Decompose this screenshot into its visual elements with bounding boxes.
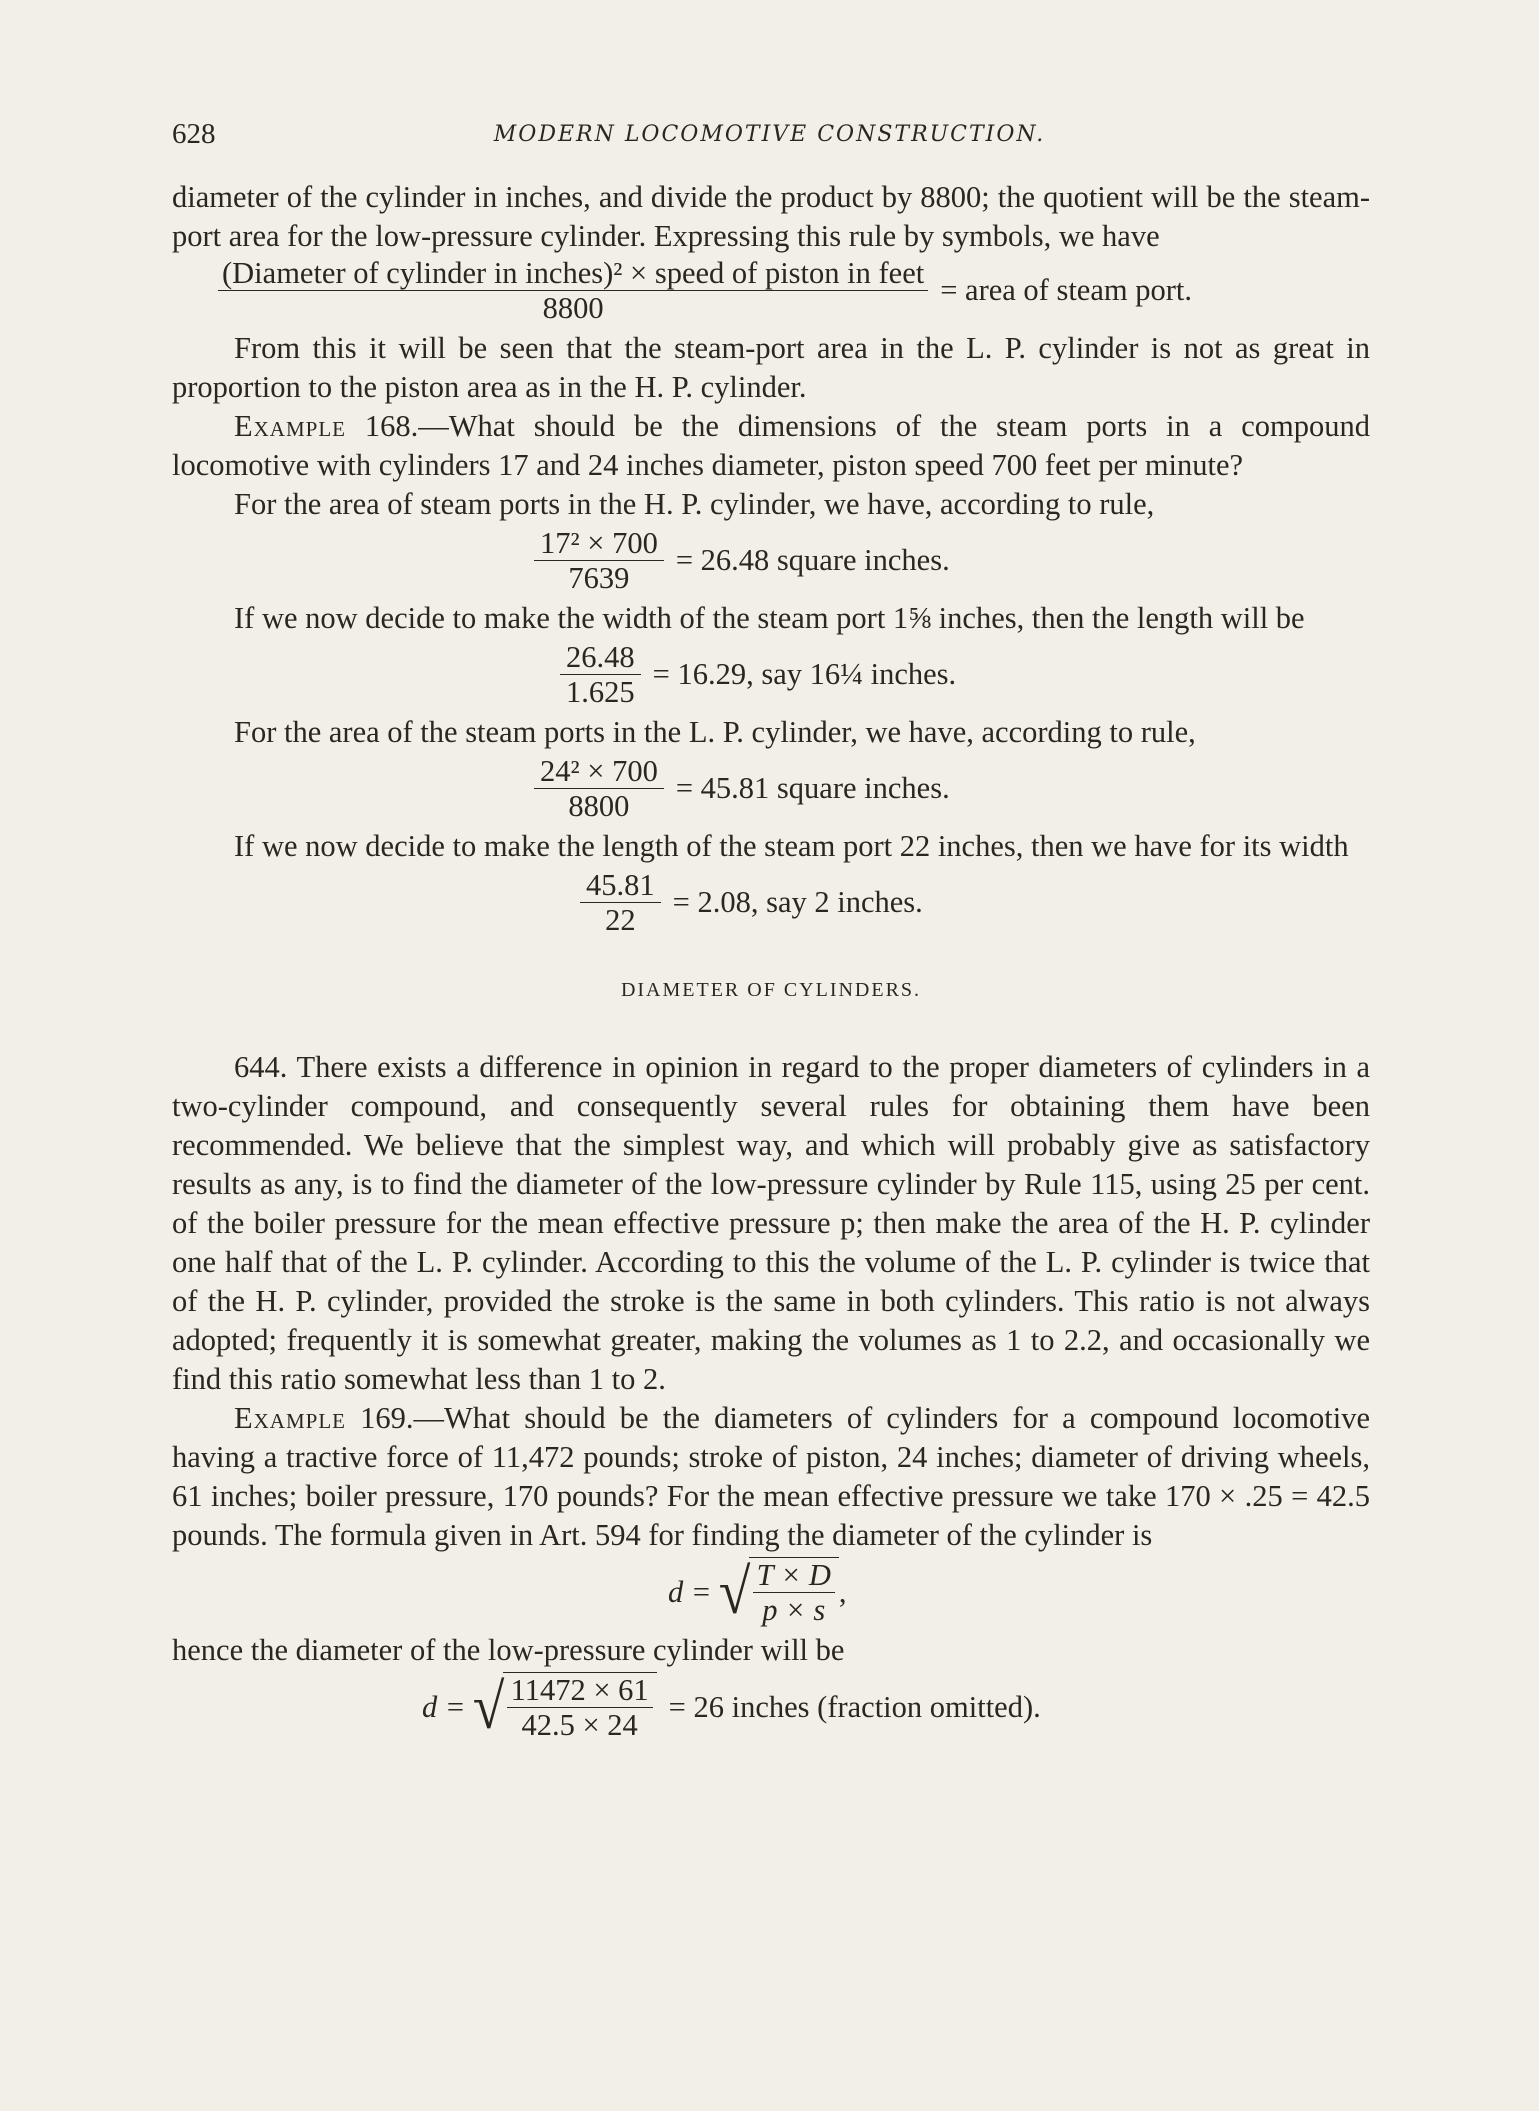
fraction-denominator: 7639 — [568, 561, 630, 595]
fraction-denominator: p × s — [762, 1593, 826, 1627]
example-text: 168.—What should be the dimensions of the steam ports in a compound locomotive with cylinders 17 and 24 inches diameter, piston speed 700 feet per minute? — [172, 409, 1370, 482]
fraction — [534, 526, 664, 595]
fraction-denominator: 42.5 × 24 — [521, 1708, 638, 1742]
fraction-numerator: 24² × 700 — [534, 754, 664, 789]
paragraph: If we now decide to make the width of the steam port 1⅝ inches, then the length will be — [234, 601, 1305, 635]
page-header — [172, 118, 1367, 158]
paragraph: For the area of steam ports in the H. P. cylinder, we have, according to rule, — [234, 487, 1155, 521]
example-text: 169.—What should be the diameters of cylinders for a compound locomotive having a tractive force of 11,472 pounds; stroke of piston, 24 inches; diameter of driving wheels, 61 inches; boiler pressure, 170 pounds? For the mean effective pressure we take 170 × .25 = 42.5 pounds. The formula given in Art. 594 for finding the diameter of the cylinder is — [172, 1401, 1370, 1552]
formula-diameter-lp — [172, 1672, 1370, 1742]
formula-result: = 26 inches (fraction omitted). — [668, 1689, 1041, 1724]
fraction-denominator: 1.625 — [566, 675, 635, 709]
paragraph-644 — [172, 1048, 1370, 1399]
fraction-denominator: 8800 — [568, 789, 630, 823]
formula-result: = 45.81 square inches. — [675, 771, 950, 805]
formula-port-length — [172, 640, 1370, 709]
example-label: Example — [234, 1401, 346, 1435]
fraction-numerator: 26.48 — [560, 640, 641, 675]
formula-result: = 2.08, say 2 inches. — [672, 885, 923, 919]
formula-lhs: d = — [422, 1689, 466, 1724]
example-label: Example — [234, 409, 346, 443]
fraction-numerator: T × D — [753, 1558, 835, 1593]
square-root — [471, 1672, 656, 1742]
radicand — [503, 1672, 657, 1742]
formula-lhs: d = — [668, 1574, 712, 1609]
formula-port-width — [172, 868, 1370, 937]
square-root — [717, 1557, 838, 1627]
page-number: 628 — [172, 118, 216, 150]
formula-result: = 16.29, say 16¼ inches. — [652, 657, 957, 691]
formula-trail: , — [838, 1574, 847, 1609]
formula-result: = 26.48 square inches. — [675, 543, 950, 577]
fraction-numerator: 45.81 — [580, 868, 661, 903]
fraction — [534, 754, 664, 823]
formula-hp-port-area — [172, 526, 1370, 595]
formula-lp-port-area — [172, 754, 1370, 823]
paragraph-text: 644. There exists a difference in opinion in regard to the proper diameters of cylinders in a two-cylinder compound, and consequently several rules for obtaining them have been recommended. We believe that the simplest way, and which will probably give as satisfactory results as any, is to find the diameter of the low-pressure cylinder by Rule 115, using 25 per cent. of the boiler pressure for the mean effective pressure p; then make the area of the H. P. cylinder one half that of the L. P. cylinder. According to this the volume of the L. P. cylinder is twice that of the H. P. cylinder, provided the stroke is the same in both cylinders. This ratio is not always adopted; frequently it is somewhat greater, making the volumes as 1 to 2.2, and occasionally we find this ratio somewhat less than 1 to 2. — [172, 1050, 1370, 1396]
paragraph: diameter of the cylinder in inches, and divide the product by 8800; the quotient will be the steam-port area for the low-pressure cylinder. Expressing this rule by symbols, we have — [172, 180, 1370, 253]
fraction-denominator: 22 — [605, 903, 636, 937]
fraction-denominator: 8800 — [542, 291, 604, 325]
formula-result: = area of steam port. — [940, 273, 1192, 307]
paragraph: From this it will be seen that the steam-port area in the L. P. cylinder is not as great in proportion to the piston area as in the H. P. cylinder. — [172, 331, 1370, 404]
page-body — [172, 178, 1370, 1746]
running-title: MODERN LOCOMOTIVE CONSTRUCTION. — [493, 122, 1046, 147]
fraction-numerator: (Diameter of cylinder in inches)² × speed of piston in feet — [218, 256, 928, 291]
example-169 — [172, 1399, 1370, 1555]
fraction — [218, 256, 928, 325]
radical-sign-icon: √ — [719, 1556, 751, 1627]
radicand — [749, 1557, 839, 1627]
fraction-numerator: 17² × 700 — [534, 526, 664, 561]
formula-diameter-general — [172, 1557, 1370, 1627]
example-168 — [172, 407, 1370, 485]
paragraph: If we now decide to make the length of the steam port 22 inches, then we have for its width — [234, 829, 1349, 863]
formula-steam-port-area — [172, 256, 1370, 325]
fraction — [580, 868, 661, 937]
paragraph: For the area of the steam ports in the L. P. cylinder, we have, according to rule, — [234, 715, 1196, 749]
fraction — [560, 640, 641, 709]
section-heading: DIAMETER OF CYLINDERS. — [620, 979, 922, 1001]
paragraph: hence the diameter of the low-pressure cylinder will be — [172, 1633, 845, 1667]
fraction-numerator: 11472 × 61 — [507, 1673, 653, 1708]
radical-sign-icon: √ — [473, 1671, 505, 1742]
